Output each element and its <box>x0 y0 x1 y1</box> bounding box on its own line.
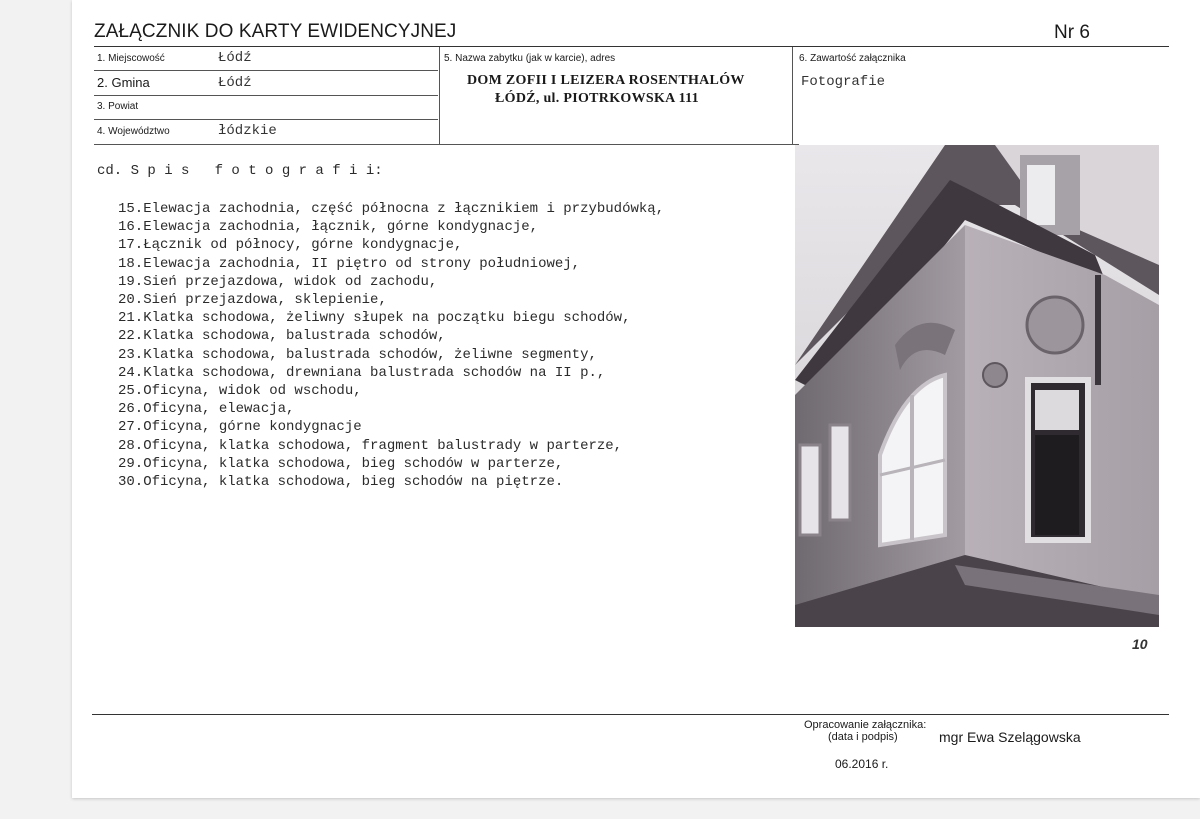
form-row-divider <box>94 95 438 96</box>
list-item: 21.Klatka schodowa, żeliwny słupek na początku biegu schodów, <box>118 310 631 327</box>
document-title: ZAŁĄCZNIK DO KARTY EWIDENCYJNEJ <box>94 21 457 42</box>
list-item: 23.Klatka schodowa, balustrada schodów, żeliwne segmenty, <box>118 346 597 363</box>
building-facade-photo <box>795 145 1159 627</box>
list-item: 19.Sień przejazdowa, widok od zachodu, <box>118 273 438 290</box>
wojewodztwo-label: 4. Województwo <box>97 126 170 137</box>
photo-list-heading: cd. S p i s f o t o g r a f i i: <box>97 163 383 179</box>
opracowanie-label: Opracowanie załącznika: <box>804 719 927 731</box>
author-name: mgr Ewa Szelągowska <box>939 729 1081 745</box>
data-podpis-label: (data i podpis) <box>828 731 898 743</box>
monument-name: DOM ZOFII I LEIZERA ROSENTHALÓW <box>467 73 745 88</box>
list-item: 25.Oficyna, widok od wschodu, <box>118 383 362 400</box>
form-row-divider <box>94 70 438 71</box>
list-item: 20.Sień przejazdowa, sklepienie, <box>118 292 387 309</box>
list-item: 28.Oficyna, klatka schodowa, fragment balustrady w parterze, <box>118 437 623 454</box>
form-row-divider <box>94 144 799 145</box>
list-item: 16.Elewacja zachodnia, łącznik, górne kondygnacje, <box>118 219 539 236</box>
miejscowosc-value: Łódź <box>218 50 252 66</box>
list-item: 22.Klatka schodowa, balustrada schodów, <box>118 328 446 345</box>
form-row-divider <box>94 119 438 120</box>
gmina-value: Łódź <box>218 75 252 91</box>
list-item: 24.Klatka schodowa, drewniana balustrada schodów na II p., <box>118 364 606 381</box>
list-item: 18.Elewacja zachodnia, II piętro od strony południowej, <box>118 255 581 272</box>
list-item: 17.Łącznik od północy, górne kondygnacje, <box>118 237 463 254</box>
miejscowosc-label: 1. Miejscowość <box>97 53 165 64</box>
form-column-divider <box>439 47 440 145</box>
list-item: 15.Elewacja zachodnia, część północna z łącznikiem i przybudówką, <box>118 201 665 217</box>
preparation-date: 06.2016 r. <box>835 757 889 771</box>
wojewodztwo-value: łódzkie <box>218 123 277 139</box>
zawartosc-value: Fotografie <box>801 74 886 90</box>
list-item: 26.Oficyna, elewacja, <box>118 401 295 418</box>
photo-page-number: 10 <box>1132 636 1148 652</box>
header-rule <box>94 46 1169 47</box>
form-column-divider <box>792 47 793 145</box>
gmina-label: 2. Gmina <box>97 75 150 90</box>
footer-rule <box>92 714 1169 715</box>
zawartosc-label: 6. Zawartość załącznika <box>799 53 906 64</box>
powiat-label: 3. Powiat <box>97 101 139 112</box>
list-item: 30.Oficyna, klatka schodowa, bieg schodów na piętrze. <box>118 474 564 491</box>
nazwa-zabytku-label: 5. Nazwa zabytku (jak w karcie), adres <box>444 53 616 64</box>
list-item: 29.Oficyna, klatka schodowa, bieg schodów w parterze, <box>118 455 564 472</box>
monument-address: ŁÓDŹ, ul. PIOTRKOWSKA 111 <box>495 91 699 106</box>
attachment-number: Nr 6 <box>1054 22 1090 43</box>
photo-list <box>118 200 664 491</box>
list-item: 27.Oficyna, górne kondygnacje <box>118 419 362 436</box>
